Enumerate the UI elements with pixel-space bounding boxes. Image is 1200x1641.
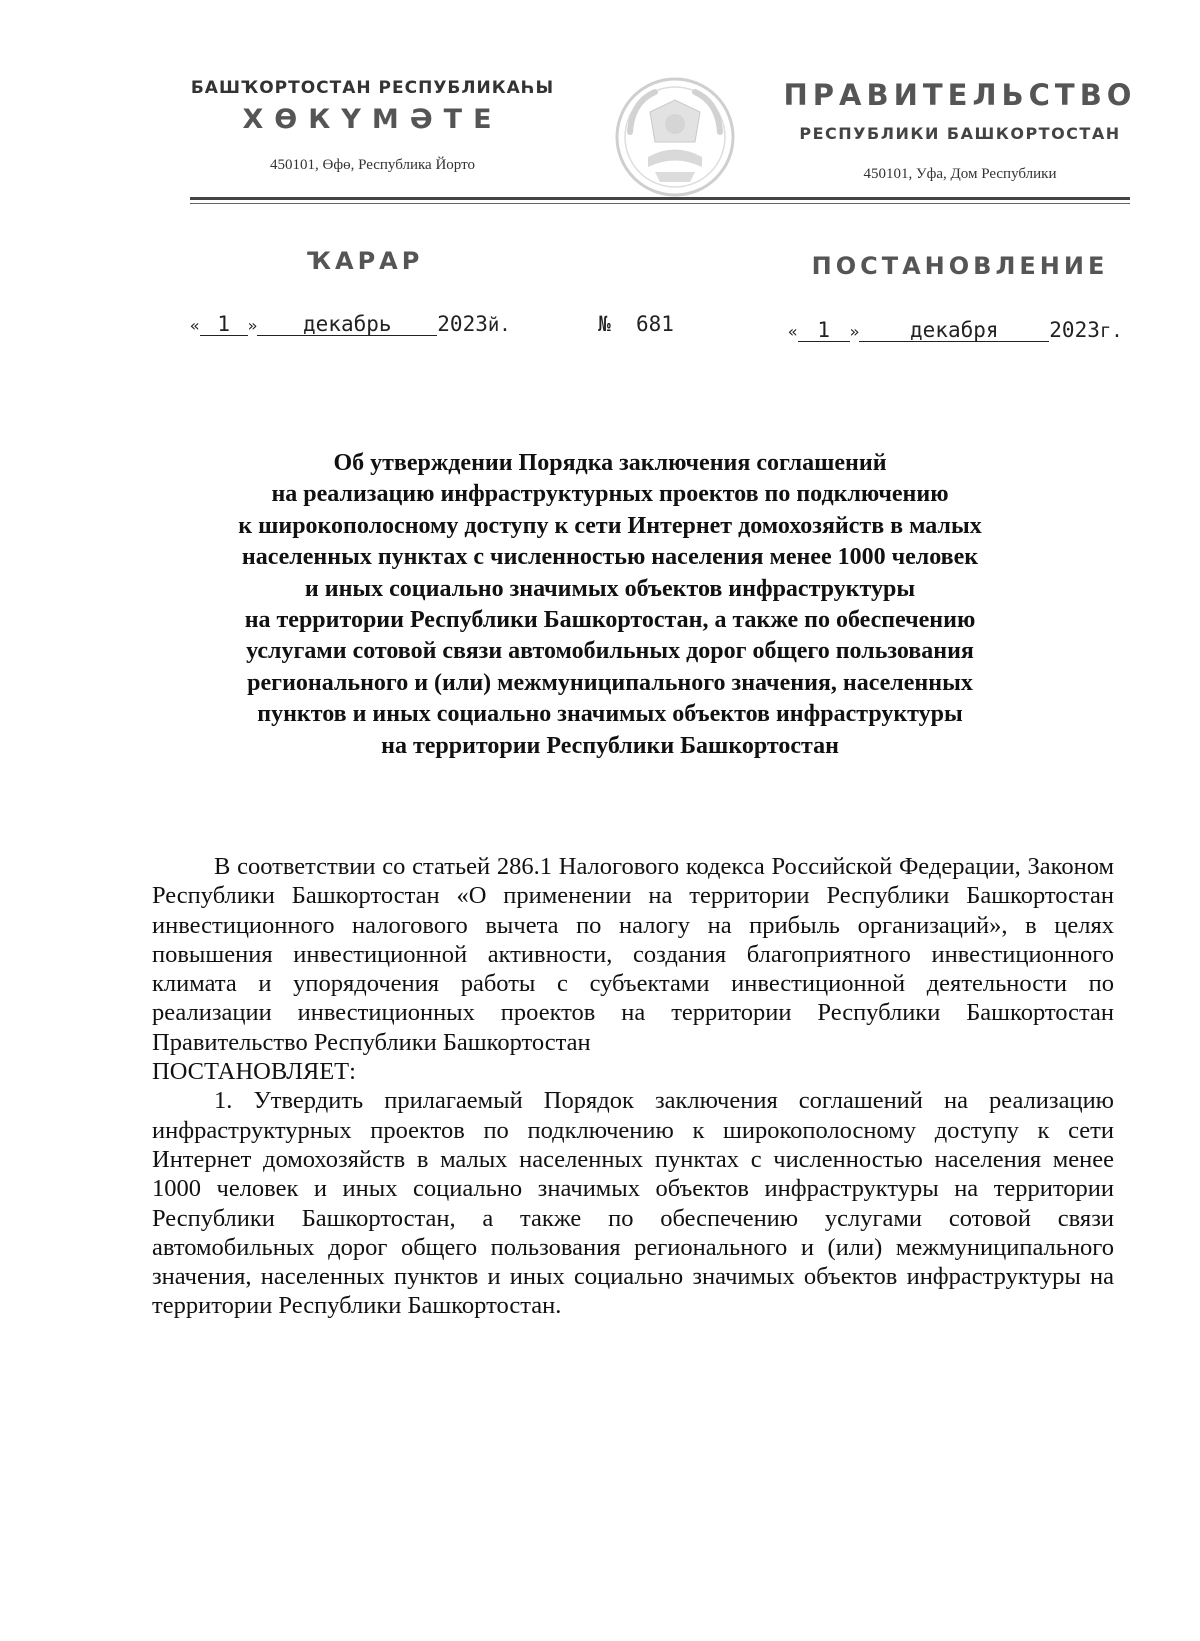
date-left-month: декабрь	[257, 313, 437, 336]
date-russian	[788, 318, 1123, 342]
document-title	[130, 448, 1090, 762]
date-left-open-quote: «	[190, 316, 200, 335]
decree-word-bashkir: ҠАРАР	[306, 247, 424, 275]
title-line: пунктов и иных социально значимых объектов инфраструктуры	[257, 701, 963, 728]
date-right-day: 1	[798, 319, 850, 342]
title-line: и иных социально значимых объектов инфраструктуры	[304, 575, 916, 602]
left-header-government: ХӨКҮМӘТЕ	[242, 104, 503, 135]
title-line: на территории Республики Башкортостан	[381, 732, 839, 759]
date-left-day: 1	[200, 313, 248, 336]
date-right-open-quote: «	[788, 322, 798, 341]
title-line: регионального и (или) межмуниципального значения, населенных	[247, 669, 973, 696]
right-header-republic-name: РЕСПУБЛИКИ БАШКОРТОСТАН	[799, 124, 1121, 143]
title-line: населенных пунктах с численностью населения менее 1000 человек	[241, 544, 979, 571]
body-paragraph-item-1: 1. Утвердить прилагаемый Порядок заключения соглашений на реализацию инфраструктурных проектов по подключению к широкополосному доступу к сети Интернет домохозяйств в малых населенных пунктах с численностью населения менее 1000 человек и иных социально значимых объектов инфраструктуры на территории Республики Башкортостан, а также по обеспечению услугами сотовой связи автомобильных дорог общего пользования регионального и (или) межмуниципального значения, населенных пунктов и иных социально значимых объектов инфраструктуры на территории Республики Башкортостан.	[152, 1087, 1114, 1320]
body-paragraph-preamble: В соответствии со статьей 286.1 Налогового кодекса Российской Федерации, Законом Республики Башкортостан «О применении на территории Республики Башкортостан инвестиционного налогового вычета по налогу на прибыль организаций», в целях повышения инвестиционной активности, создания благоприятного инвестиционного климата и упорядочения работы с субъектами инвестиционной деятельности по реализации инвестиционных проектов на территории Республики Башкортостан Правительство Республики Башкортостан	[152, 853, 1114, 1056]
date-right-month: декабря	[859, 319, 1049, 342]
bashkortostan-emblem-icon	[610, 72, 740, 202]
date-bashkir	[190, 312, 511, 336]
title-line: Об утверждении Порядка заключения соглашений	[333, 450, 887, 476]
date-left-close-quote: »	[247, 316, 258, 335]
date-right-close-quote: »	[849, 322, 860, 341]
decree-number	[598, 312, 674, 336]
right-header-government: ПРАВИТЕЛЬСТВО	[783, 78, 1137, 112]
decree-word-russian: ПОСТАНОВЛЕНИЕ	[811, 252, 1109, 280]
left-header-address: 450101, Өфө, Республика Йорто	[270, 157, 475, 173]
header-divider-thin	[190, 203, 1130, 204]
date-left-suffix: й.	[487, 314, 511, 336]
title-line: к широкополосному доступу к сети Интернет домохозяйств в малых	[238, 512, 982, 539]
right-header-address: 450101, Уфа, Дом Республики	[863, 166, 1057, 182]
body-resolves: ПОСТАНОВЛЯЕТ:	[152, 1058, 356, 1086]
date-right-year: 2023	[1049, 318, 1100, 342]
number-sign: №	[598, 312, 611, 336]
header-divider-thick	[190, 197, 1130, 200]
date-left-year: 2023	[437, 312, 488, 336]
number-value: 681	[635, 312, 674, 336]
date-right-suffix: г.	[1099, 320, 1123, 342]
document-body	[152, 852, 1114, 1321]
title-line: услугами сотовой связи автомобильных дорог общего пользования	[246, 638, 974, 665]
title-line: на реализацию инфраструктурных проектов по подключению	[271, 481, 949, 508]
left-header-republic-name: БАШҠОРТОСТАН РЕСПУБЛИКАҺЫ	[190, 78, 555, 98]
title-line: на территории Республики Башкортостан, а также по обеспечению	[244, 607, 976, 634]
